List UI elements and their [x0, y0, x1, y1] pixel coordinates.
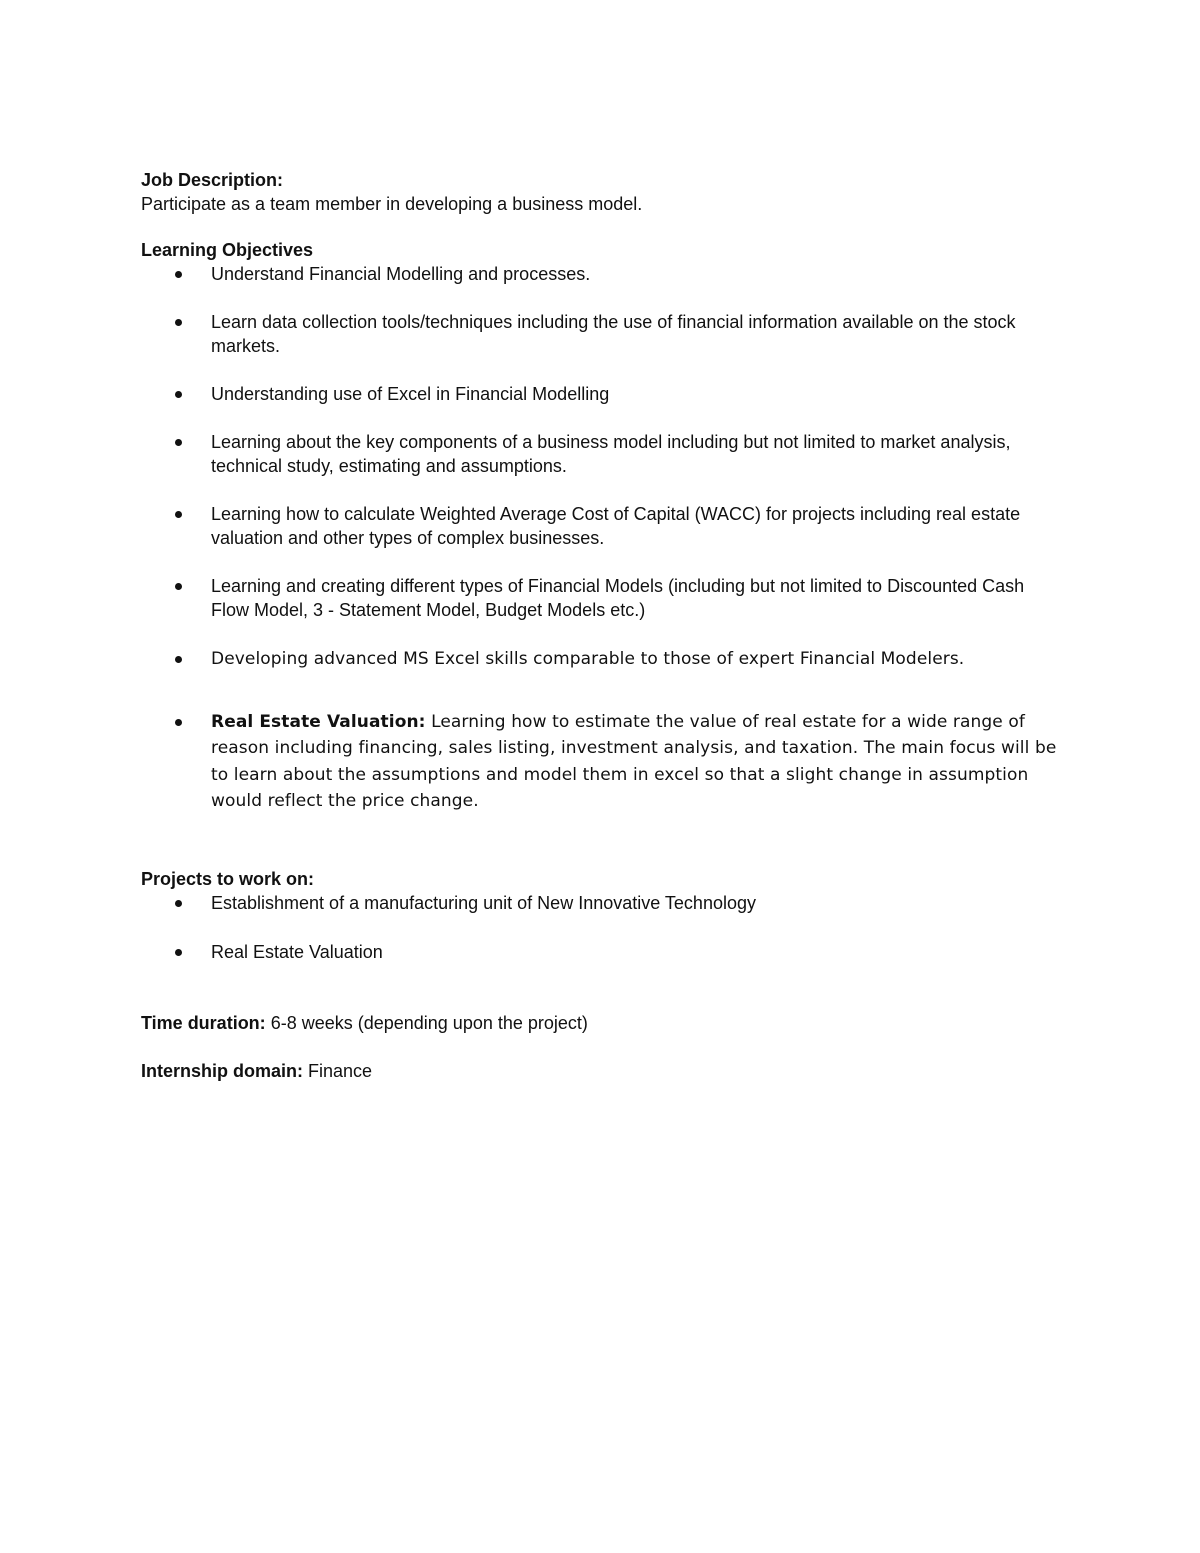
internship-domain-value: Finance	[303, 1060, 373, 1081]
list-item-text: Establishment of a manufacturing unit of New Innovative Technology	[211, 892, 756, 913]
job-description-text: Participate as a team member in developing a business model.	[141, 194, 643, 214]
bullet-icon	[175, 271, 182, 278]
list-item-text: Understanding use of Excel in Financial Modelling	[211, 384, 610, 404]
projects-heading: Projects to work on:	[141, 868, 315, 889]
list-item	[141, 940, 1061, 964]
list-item-real-estate-valuation	[141, 709, 1061, 815]
time-duration	[141, 1011, 1061, 1035]
list-item	[141, 262, 1061, 286]
list-item-text: Developing advanced MS Excel skills comparable to those of expert Financial Modelers.	[211, 649, 965, 669]
list-item-text: Learn data collection tools/techniques including the use of financial information available on the stock markets.	[211, 312, 1016, 356]
real-estate-valuation-text: Learning how to estimate the value of real estate for a wide range of reason including financing, sales listing, investment analysis, and taxation. The main focus will be to learn about the assumptions and model them in excel so that a slight change in assumption would reflect the price change.	[211, 711, 1057, 811]
list-item	[141, 310, 1061, 358]
bullet-icon	[175, 583, 182, 590]
list-item-text: Real Estate Valuation	[211, 941, 383, 962]
bullet-icon	[175, 319, 182, 326]
list-item	[141, 646, 1061, 673]
list-item	[141, 430, 1061, 478]
list-item	[141, 502, 1061, 550]
list-item-text: Learning about the key components of a business model including but not limited to market analysis, technical study, estimating and assumptions.	[211, 432, 1011, 476]
document-content	[141, 168, 1061, 1083]
bullet-icon	[175, 656, 182, 663]
bullet-icon	[175, 900, 182, 907]
internship-domain	[141, 1059, 1061, 1083]
list-item	[141, 891, 1061, 915]
bullet-icon	[175, 439, 182, 446]
projects-list	[141, 891, 1061, 964]
list-item-text: Understand Financial Modelling and processes.	[211, 264, 591, 284]
list-item	[141, 574, 1061, 622]
job-description-heading: Job Description:	[141, 170, 284, 190]
list-item-text: Learning and creating different types of Financial Models (including but not limited to Discounted Cash Flow Model, 3 - Statement Model, Budget Models etc.)	[211, 576, 1025, 620]
bullet-icon	[175, 391, 182, 398]
list-item	[141, 382, 1061, 406]
bullet-icon	[175, 511, 182, 518]
bullet-icon	[175, 949, 182, 956]
time-duration-value: 6-8 weeks (depending upon the project)	[265, 1012, 588, 1033]
internship-domain-label: Internship domain:	[141, 1060, 303, 1081]
bullet-icon	[175, 719, 182, 726]
real-estate-valuation-label: Real Estate Valuation:	[211, 711, 426, 732]
list-item-text: Learning how to calculate Weighted Average Cost of Capital (WACC) for projects including real estate valuation and other types of complex businesses.	[211, 504, 1021, 548]
time-duration-label: Time duration:	[141, 1012, 266, 1033]
learning-objectives-list	[141, 262, 1061, 815]
learning-objectives-heading: Learning Objectives	[141, 240, 314, 260]
